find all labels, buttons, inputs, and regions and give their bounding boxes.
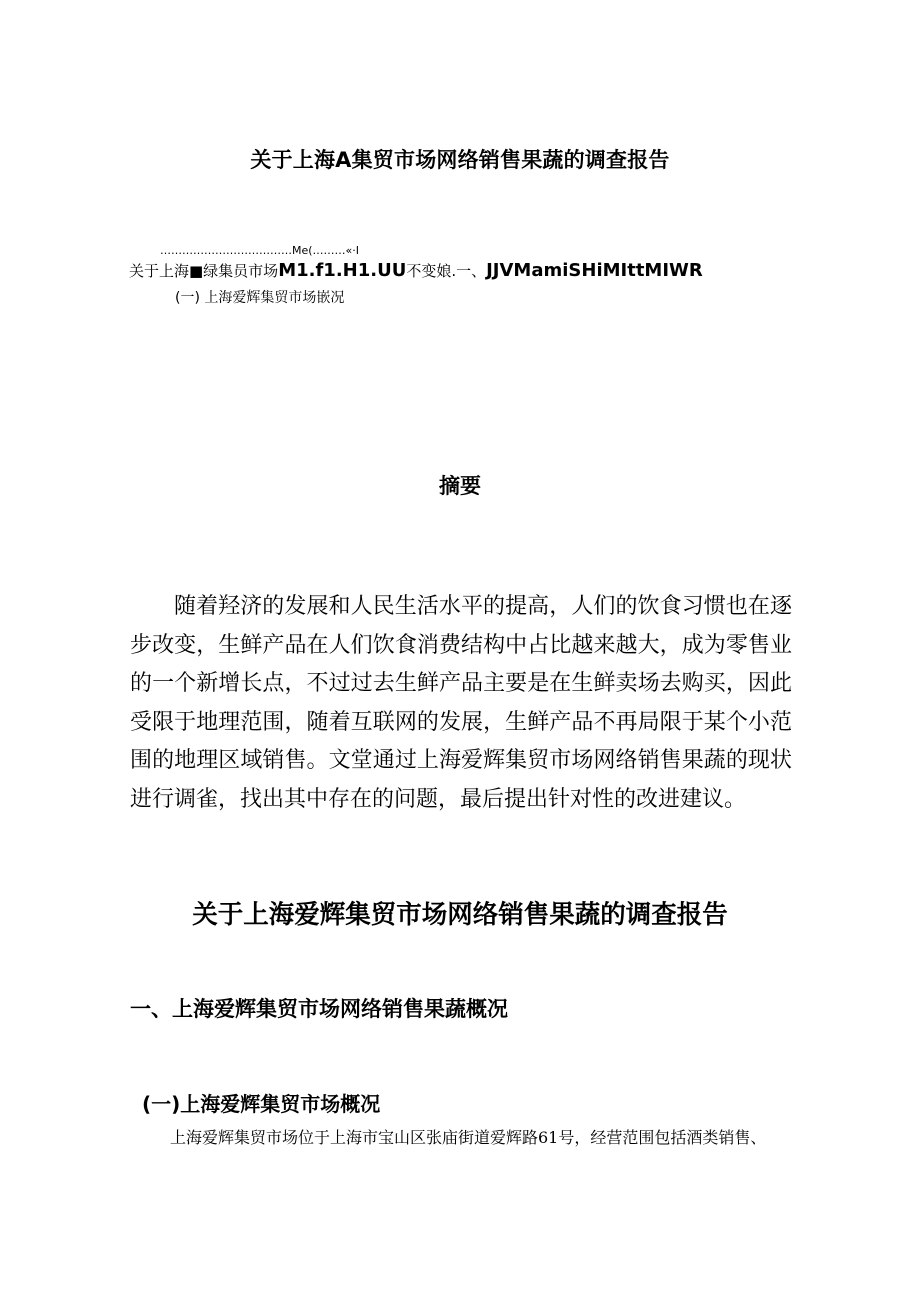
toc-dots-line: ………………………………Me(………«·I xyxy=(160,244,360,257)
toc-entry-1-bold-a: M1.f1.H1.UU xyxy=(278,260,407,281)
subsection-heading-1: (一)上海爱辉集贸市场概况 xyxy=(142,1092,381,1116)
toc-entry-1-bold-b: JJVMamiSHiMIttMIWR xyxy=(486,260,703,281)
main-title: 关于上海爱辉集贸市场网络销售果蔬的调查报告 xyxy=(192,900,728,930)
document-top-title: 关于上海A集贸市场网络销售果蔬的调查报告 xyxy=(250,148,670,172)
toc-entry-1[interactable] xyxy=(129,260,703,281)
abstract-body: 随着羟济的发展和人民生活水平的提高，人们的饮食习惯也在逐步改变，生鲜产品在人们饮食消费结构中占比越来越大，成为零售业的一个新增长点，不过过去生鲜产品主要是在生鲜卖场去购买，因此受限于地理范围，随着互联网的发展，生鲜产品不再局限于某个小范围的地理区域销售。文堂通过上海爱辉集贸市场网络销售果蔬的现状进行调雀，找出其中存在的问题，最后提出针对性的改进建议。 xyxy=(130,594,792,812)
toc-entry-2[interactable]: (一) 上海爱辉集贸市场嵌况 xyxy=(175,290,345,306)
paragraph-1: 上海爱辉集贸市场位于上海市宝山区张庙街道爱辉路61号，经营范围包括酒类销售、 xyxy=(170,1128,767,1147)
toc-entry-1-middle: 不变娘.一、 xyxy=(406,262,487,280)
section-heading-1: 一、上海爱辉集贸市场网络销售果蔬概况 xyxy=(130,997,508,1021)
abstract-heading: 摘要 xyxy=(439,474,481,498)
toc-entry-1-prefix: 关于上海■绿集员市场 xyxy=(129,262,279,280)
